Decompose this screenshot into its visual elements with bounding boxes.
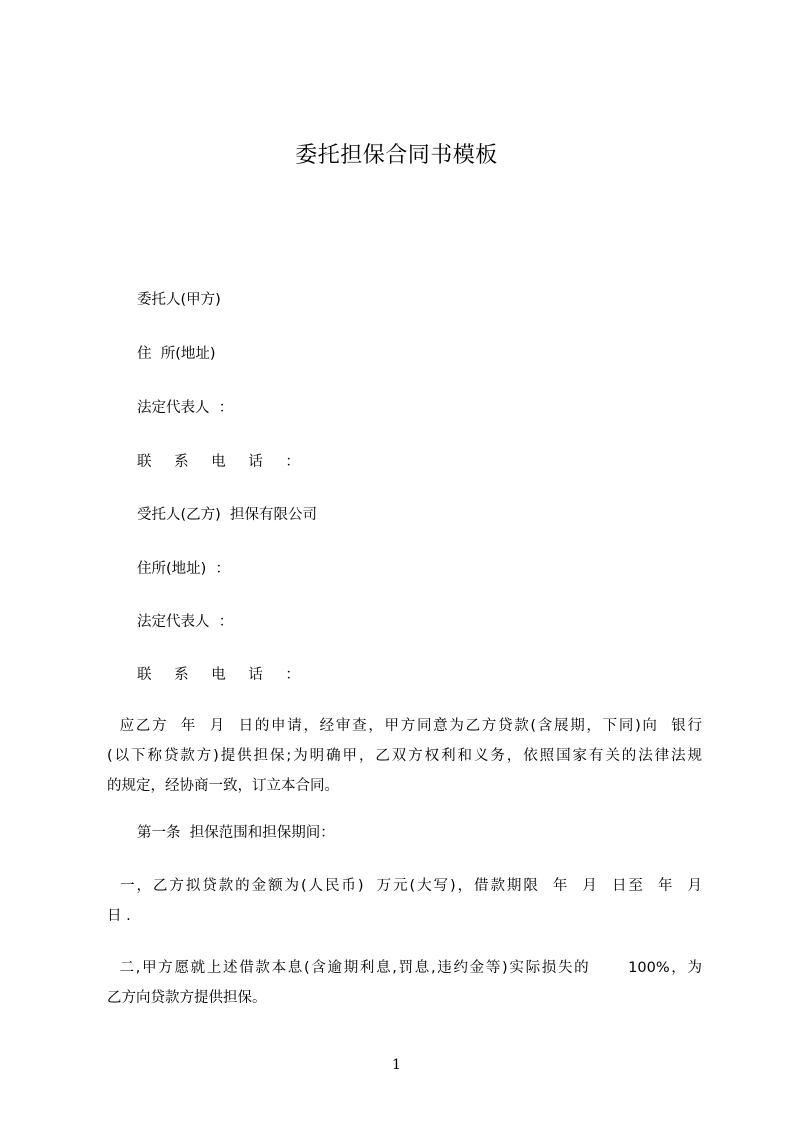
field-trustee-address: 住所(地址) ：	[137, 561, 231, 577]
page-number: 1	[392, 1057, 401, 1073]
clause-2-line-1: 二,甲方愿就上述借款本息(含逾期利息,罚息,违约金等)实际损失的 100%，为	[107, 960, 702, 976]
preamble-paragraph	[107, 711, 702, 801]
field-principal-address: 住 所(地址)	[137, 346, 216, 362]
clause-2-paragraph	[107, 953, 702, 1013]
field-trustee-legal-rep: 法定代表人 ：	[137, 614, 234, 630]
preamble-line-3: 的规定，经协商一致，订立本合同。	[107, 778, 339, 794]
field-trustee-phone: 联 系 电 话 ：	[137, 667, 309, 683]
article-1-heading: 第一条 担保范围和担保期间：	[137, 825, 335, 841]
field-trustee: 受托人(乙方) 担保有限公司	[137, 507, 318, 523]
clause-1-paragraph	[107, 871, 702, 931]
clause-1-line-1: 一，乙方拟贷款的金额为(人民币) 万元(大写)，借款期限 年 月 日至 年 月	[107, 878, 702, 894]
clause-2-line-2: 乙方向贷款方提供担保。	[107, 990, 267, 1006]
field-principal-legal-rep: 法定代表人 ：	[137, 400, 234, 416]
preamble-line-1: 应乙方 年 月 日的申请，经审查，甲方同意为乙方贷款(含展期，下同)向 银行	[107, 718, 702, 734]
field-principal-phone: 联 系 电 话 ：	[137, 454, 309, 470]
document-title: 委托担保合同书模板	[295, 143, 498, 168]
clause-1-line-2: 日 .	[107, 908, 131, 924]
field-principal: 委托人(甲方)	[137, 292, 221, 308]
preamble-line-2: (以下称贷款方)提供担保;为明确甲，乙双方权利和义务，依照国家有关的法律法规	[107, 748, 702, 764]
